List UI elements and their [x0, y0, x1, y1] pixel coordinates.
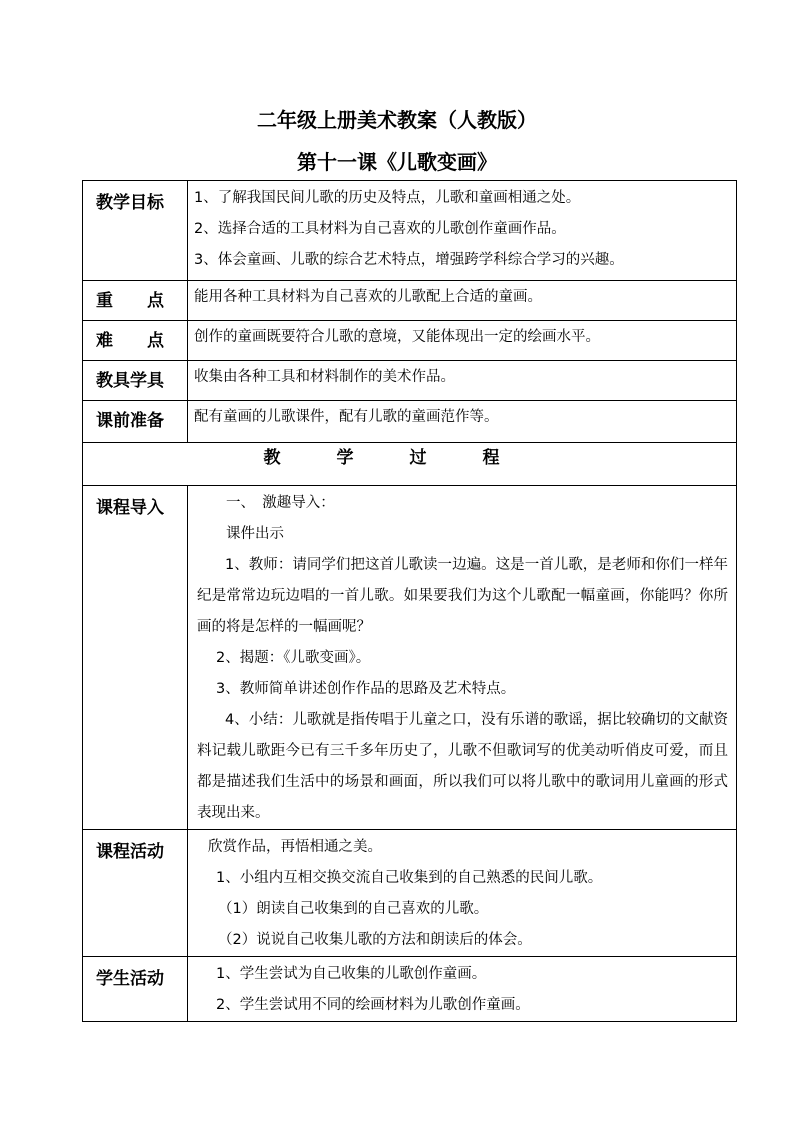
preparation-row	[83, 401, 737, 443]
difficulty-label: 难 点	[96, 331, 164, 351]
intro-subheading: 课件出示	[226, 526, 284, 542]
objective-line: 1、了解我国民间儿歌的历史及特点，儿歌和童画相通之处。	[194, 190, 581, 206]
activity-label: 课程活动	[96, 842, 164, 862]
preparation-label: 课前准备	[96, 411, 164, 431]
intro-paragraph: 4、小结：儿歌就是指传唱于儿童之口，没有乐谱的歌谣，据比较确切的文献资料记载儿歌距今已有三千多年历史了，儿歌不但歌词写的优美动听俏皮可爱，而且都是描述我们生活中的场景和画面，所以我们可以将儿歌中的歌词用儿童画的形式表现出来。	[197, 712, 728, 821]
process-row	[83, 443, 737, 486]
student-line: 2、学生尝试用不同的绘画材料为儿歌创作童画。	[216, 997, 530, 1013]
lesson-title: 第十一课《儿歌变画》	[297, 150, 497, 174]
objectives-label: 教学目标	[96, 193, 164, 213]
process-heading: 教学过程	[263, 448, 556, 468]
objective-line: 3、体会童画、儿歌的综合艺术特点，增强跨学科综合学习的兴趣。	[194, 252, 624, 268]
key-point-label: 重 点	[96, 291, 164, 311]
document-title: 二年级上册美术教案（人教版）	[257, 108, 537, 132]
activity-line: （1）朗读自己收集到的自己喜欢的儿歌。	[218, 901, 489, 917]
intro-row	[83, 486, 737, 830]
preparation-text: 配有童画的儿歌课件，配有儿歌的童画范作等。	[194, 409, 499, 425]
tools-text: 收集由各种工具和材料制作的美术作品。	[194, 369, 455, 385]
intro-paragraph: 1、教师：请同学们把这首儿歌读一边遍。这是一首儿歌，是老师和你们一样年纪是常常边玩边唱的一首儿歌。如果要我们为这个儿歌配一幅童画，你能吗？你所画的将是怎样的一幅画呢？	[197, 557, 728, 635]
intro-paragraph: 2、揭题：《儿歌变画》。	[216, 650, 371, 666]
activity-line: （2）说说自己收集儿歌的方法和朗读后的体会。	[218, 932, 532, 948]
intro-paragraph: 3、教师简单讲述创作作品的思路及艺术特点。	[216, 681, 516, 697]
student-label: 学生活动	[96, 969, 164, 989]
intro-heading: 一、 激趣导入：	[226, 495, 335, 511]
activity-row	[83, 830, 737, 957]
activity-line: 1、小组内互相交换交流自己收集到的自己熟悉的民间儿歌。	[216, 870, 603, 886]
tools-row	[83, 361, 737, 401]
student-row	[83, 957, 737, 1022]
student-line: 1、学生尝试为自己收集的儿歌创作童画。	[216, 966, 487, 982]
key-point-text: 能用各种工具材料为自己喜欢的儿歌配上合适的童画。	[194, 289, 542, 305]
lesson-plan-table	[82, 180, 737, 1022]
objectives-row	[83, 181, 737, 281]
key-point-row	[83, 281, 737, 321]
difficulty-row	[83, 321, 737, 361]
activity-line: 欣赏作品，再悟相通之美。	[208, 839, 382, 855]
intro-label: 课程导入	[96, 498, 164, 518]
objective-line: 2、选择合适的工具材料为自己喜欢的儿歌创作童画作品。	[194, 221, 566, 237]
tools-label: 教具学具	[96, 371, 164, 391]
difficulty-text: 创作的童画既要符合儿歌的意境，又能体现出一定的绘画水平。	[194, 329, 600, 345]
